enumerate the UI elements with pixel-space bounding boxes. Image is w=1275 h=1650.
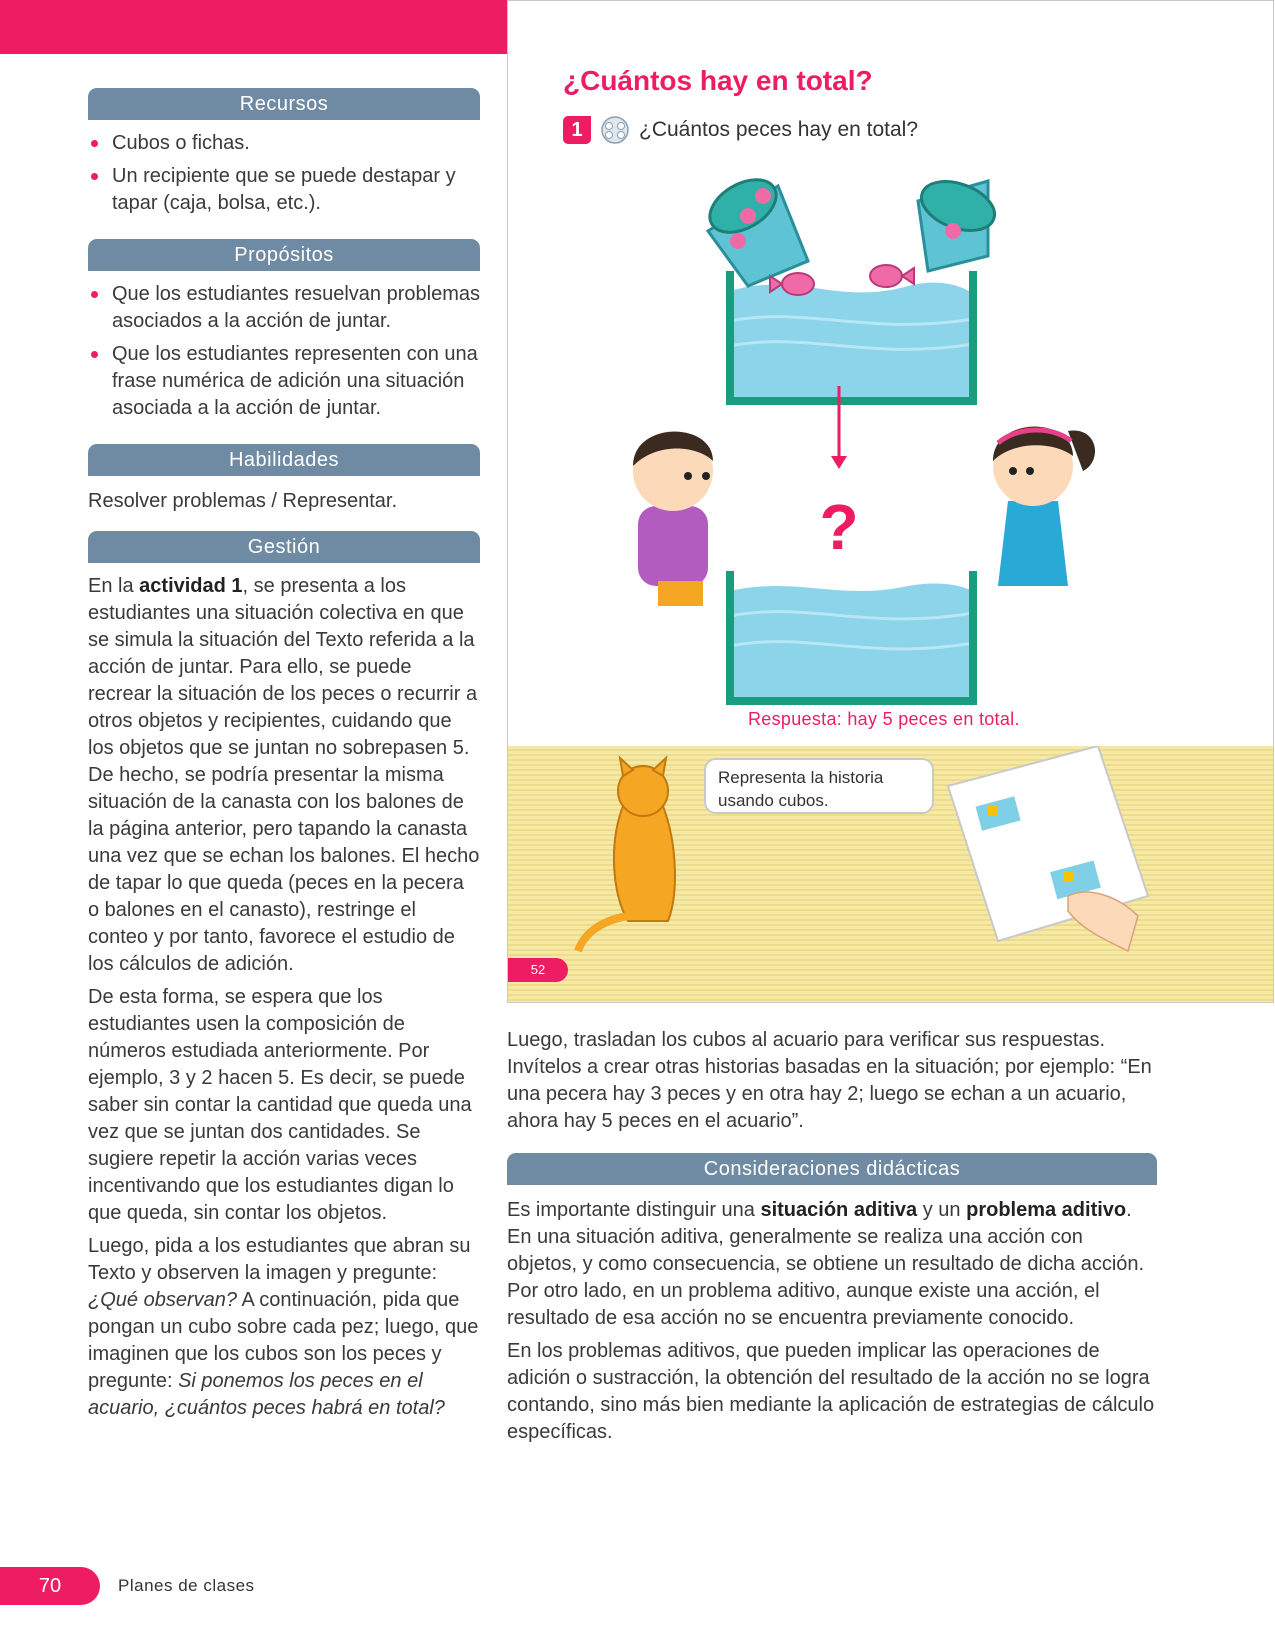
boy-character xyxy=(633,431,713,606)
footer-page-number: 70 xyxy=(0,1567,100,1605)
list-item: Que los estudiantes representen con una frase numérica de adición una situación asociada a la acción de juntar. xyxy=(88,341,480,422)
management-paragraph-2: De esta forma, se espera que los estudiantes usen la composición de números estudiada anteriormente. Por ejemplo, 3 y 2 hacen 5. Es decir, se puede saber sin contar la cantidad que queda una vez que se juntan dos cantidades. Se sugiere repetir la acción varias veces incentivando que los estudiantes digan lo que queda, sin contar los objetos. xyxy=(88,986,472,1224)
top-fish-tank xyxy=(730,271,973,401)
fish-illustration xyxy=(508,1,1274,746)
didactic-paragraph-2: En los problemas aditivos, que pueden implicar las operaciones de adición o sustracción, la obtención del resultado de la acción no se logra contando, sino más bien mediante la aplicación de estrategias de cálculo específicas. xyxy=(507,1340,1155,1443)
list-item: Un recipiente que se puede destapar y tapar (caja, bolsa, etc.). xyxy=(88,163,480,217)
left-fishbowl xyxy=(701,169,808,286)
resources-heading: Recursos xyxy=(88,88,480,120)
activity-number: 1 xyxy=(563,116,591,144)
speech-bubble: Representa la historia usando cubos. xyxy=(704,758,934,814)
tip-background xyxy=(508,746,1274,1003)
textbook-page-preview xyxy=(507,0,1274,1003)
question-text: ¿Cuántos peces hay en total? xyxy=(639,118,919,141)
cat-character xyxy=(578,758,675,951)
management-paragraph-1: En la actividad 1, se presenta a los estudiantes una situación colectiva en que se simula la situación del Texto referida a la acción de juntar. Para ello, se puede recrear la situación de los peces o recurrir a otros objetos y recipientes, cuidando que los objetos que se juntan no sobrepasen 5. De hecho, se podría presentar la misma situación de la canasta con los balones de la página anterior, pero tapando la canasta una vez que se echan los balones. El hecho de tapar lo que queda (peces en la pecera o balones en el canasto), restringe el conteo y por tanto, favorece el estudio de los cálculos de adición. xyxy=(88,575,480,975)
continuation-paragraph: Luego, trasladan los cubos al acuario para verificar sus respuestas. Invítelos a crear otras historias basadas en la situación; por ejemplo: “En una pecera hay 3 peces y en otra hay 2; luego se echan a un acuario, ahora hay 5 peces en el acuario”. xyxy=(507,1029,1152,1132)
bottom-fish-tank xyxy=(730,571,973,701)
girl-character xyxy=(993,426,1095,586)
purposes-list xyxy=(88,281,480,422)
list-item: Cubos o fichas. xyxy=(88,130,480,157)
activity-card xyxy=(948,746,1148,951)
continuation-column xyxy=(507,1027,1157,1446)
purposes-heading: Propósitos xyxy=(88,239,480,271)
management-heading: Gestión xyxy=(88,531,480,563)
list-item: Que los estudiantes resuelvan problemas asociados a la acción de juntar. xyxy=(88,281,480,335)
page-title: ¿Cuántos hay en total? xyxy=(563,65,873,96)
question-mark: ? xyxy=(819,491,859,563)
answer-text: Respuesta: hay 5 peces en total. xyxy=(748,709,1020,729)
right-fishbowl xyxy=(915,172,1001,271)
textbook-page-number: 52 xyxy=(508,958,568,982)
didactic-heading: Consideraciones didácticas xyxy=(507,1153,1157,1185)
resources-list xyxy=(88,130,480,217)
footer-label: Planes de clases xyxy=(118,1576,255,1595)
didactic-paragraph-1: Es importante distinguir una situación aditiva y un problema aditivo. En una situación aditiva, generalmente se realiza una acción con objetos, y como consecuencia, se obtiene un resultado de dicha acción. Por otro lado, en un problema aditivo, aunque existe una acción, el resultado de esa acción no se encuentra previamente conocido. xyxy=(507,1199,1145,1329)
top-accent-bar xyxy=(0,0,507,54)
skills-text: Resolver problemas / Representar. xyxy=(88,490,398,512)
management-paragraph-3: Luego, pida a los estudiantes que abran su Texto y observen la imagen y pregunte: ¿Qué observan? A continuación, pida que pongan un cubo sobre cada pez; luego, que imaginen que los cubos son los peces y pregunte: Si ponemos los peces en el acuario, ¿cuántos peces habrá en total? xyxy=(88,1235,479,1419)
skills-heading: Habilidades xyxy=(88,444,480,476)
teacher-guide-column xyxy=(88,88,480,1422)
